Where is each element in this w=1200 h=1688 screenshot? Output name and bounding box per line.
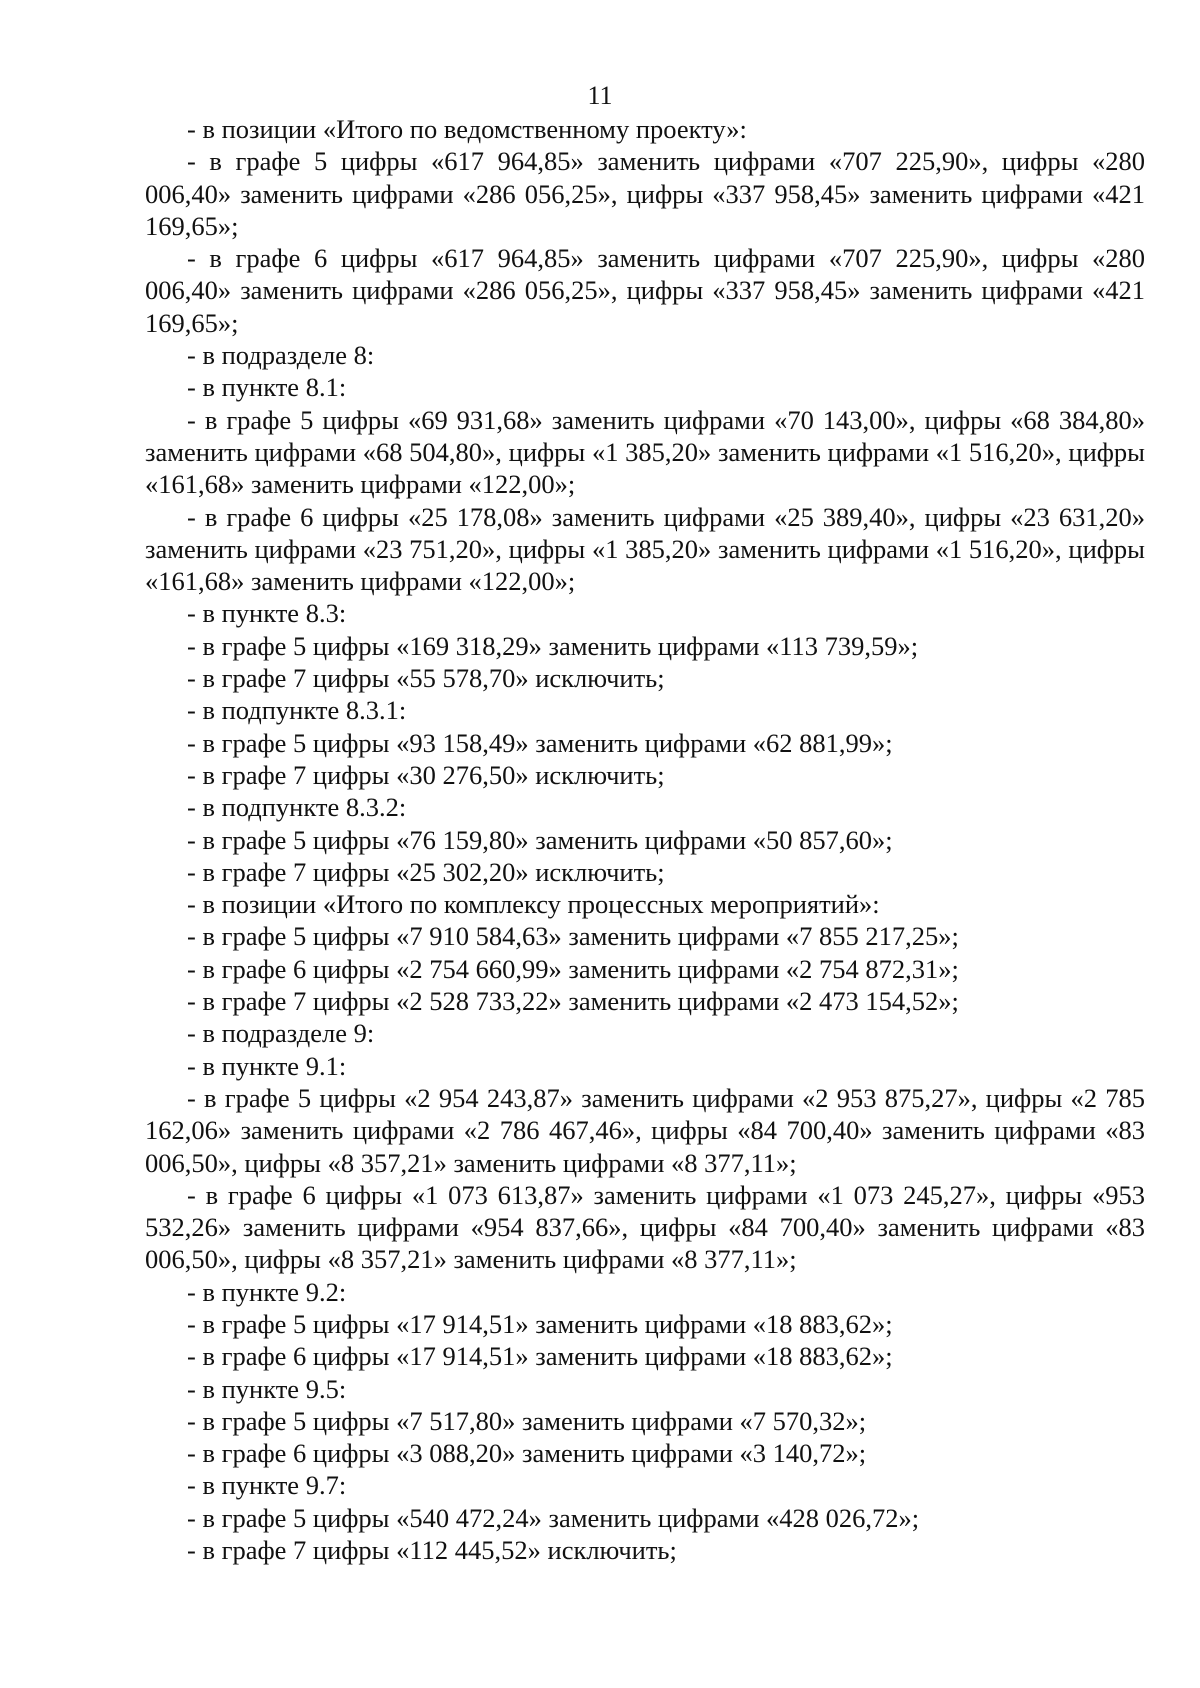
page-number: 11 [587, 81, 613, 110]
text-line-kompleks-grafa-6: - в графе 6 цифры «2 754 660,99» заменить цифрами «2 754 872,31»; [187, 953, 959, 984]
text-line-9-7-grafa-5: - в графе 5 цифры «540 472,24» заменить цифрами «428 026,72»; [187, 1502, 920, 1533]
text-line-punkt-8-3: - в пункте 8.3: [187, 598, 347, 629]
text-line-8-3-2-grafa-5: - в графе 5 цифры «76 159,80» заменить цифрами «50 857,60»; [187, 824, 893, 855]
text-line-podpunkt-8-3-2: - в подпункте 8.3.2: [187, 792, 407, 823]
text-line-itogo-vedomstv: - в позиции «Итого по ведомственному проекту»: [187, 114, 747, 144]
text-line-9-2-grafa-5: - в графе 5 цифры «17 914,51» заменить цифрами «18 883,62»; [187, 1308, 893, 1339]
paragraph-itogo-grafa-5: - в графе 5 цифры «617 964,85» заменить цифрами «707 225,90», цифры «280 006,40» заменить цифрами «286 056,25», цифры «337 958,45» заменить цифрами «421 169,65»; [145, 146, 1145, 241]
text-line-podpunkt-8-3-1: - в подпункте 8.3.1: [187, 695, 407, 726]
text-line-itogo-kompleks: - в позиции «Итого по комплексу процессных мероприятий»: [187, 889, 880, 920]
text-line-punkt-9-5: - в пункте 9.5: [187, 1373, 347, 1404]
paragraph-9-1-grafa-6: - в графе 6 цифры «1 073 613,87» заменить цифрами «1 073 245,27», цифры «953 532,26» заменить цифрами «954 837,66», цифры «84 700,40» заменить цифрами «83 006,50», цифры «8 357,21» заменить цифрами «8 377,11»; [145, 1179, 1145, 1275]
text-line-punkt-9-1: - в пункте 9.1: [187, 1050, 347, 1081]
text-line-kompleks-grafa-7: - в графе 7 цифры «2 528 733,22» заменить цифрами «2 473 154,52»; [187, 986, 959, 1017]
text-line-kompleks-grafa-5: - в графе 5 цифры «7 910 584,63» заменить цифрами «7 855 217,25»; [187, 921, 959, 952]
paragraph-8-1-grafa-5: - в графе 5 цифры «69 931,68» заменить цифрами «70 143,00», цифры «68 384,80» заменить цифрами «68 504,80», цифры «1 385,20» заменить цифрами «1 516,20», цифры «161,68» заменить цифрами «122,00»; [145, 404, 1145, 500]
text-line-podrazdel-8: - в подразделе 8: [187, 340, 375, 371]
text-line-8-3-grafa-7: - в графе 7 цифры «55 578,70» исключить; [187, 663, 665, 694]
text-line-9-2-grafa-6: - в графе 6 цифры «17 914,51» заменить цифрами «18 883,62»; [187, 1341, 893, 1372]
paragraph-9-1-grafa-5: - в графе 5 цифры «2 954 243,87» заменить цифрами «2 953 875,27», цифры «2 785 162,06» заменить цифрами «2 786 467,46», цифры «84 700,40» заменить цифрами «83 006,50», цифры «8 357,21» заменить цифрами «8 377,11»; [145, 1082, 1145, 1178]
paragraph-itogo-grafa-6: - в графе 6 цифры «617 964,85» заменить цифрами «707 225,90», цифры «280 006,40» заменить цифрами «286 056,25», цифры «337 958,45» заменить цифрами «421 169,65»; [145, 243, 1145, 338]
text-line-8-3-grafa-5: - в графе 5 цифры «169 318,29» заменить цифрами «113 739,59»; [187, 630, 919, 661]
text-line-punkt-9-7: - в пункте 9.7: [187, 1470, 347, 1501]
text-line-8-3-2-grafa-7: - в графе 7 цифры «25 302,20» исключить; [187, 856, 665, 887]
text-line-9-7-grafa-7: - в графе 7 цифры «112 445,52» исключить; [187, 1535, 677, 1566]
text-line-punkt-8-1: - в пункте 8.1: [187, 372, 347, 403]
text-line-8-3-1-grafa-5: - в графе 5 цифры «93 158,49» заменить цифрами «62 881,99»; [187, 727, 893, 758]
document-body [145, 113, 1145, 1566]
text-line-9-5-grafa-6: - в графе 6 цифры «3 088,20» заменить цифрами «3 140,72»; [187, 1438, 867, 1469]
text-line-podrazdel-9: - в подразделе 9: [187, 1018, 375, 1049]
text-line-8-3-1-grafa-7: - в графе 7 цифры «30 276,50» исключить; [187, 759, 665, 790]
paragraph-8-1-grafa-6: - в графе 6 цифры «25 178,08» заменить цифрами «25 389,40», цифры «23 631,20» заменить цифрами «23 751,20», цифры «1 385,20» заменить цифрами «1 516,20», цифры «161,68» заменить цифрами «122,00»; [145, 501, 1145, 597]
text-line-punkt-9-2: - в пункте 9.2: [187, 1276, 347, 1307]
text-line-9-5-grafa-5: - в графе 5 цифры «7 517,80» заменить цифрами «7 570,32»; [187, 1405, 867, 1436]
